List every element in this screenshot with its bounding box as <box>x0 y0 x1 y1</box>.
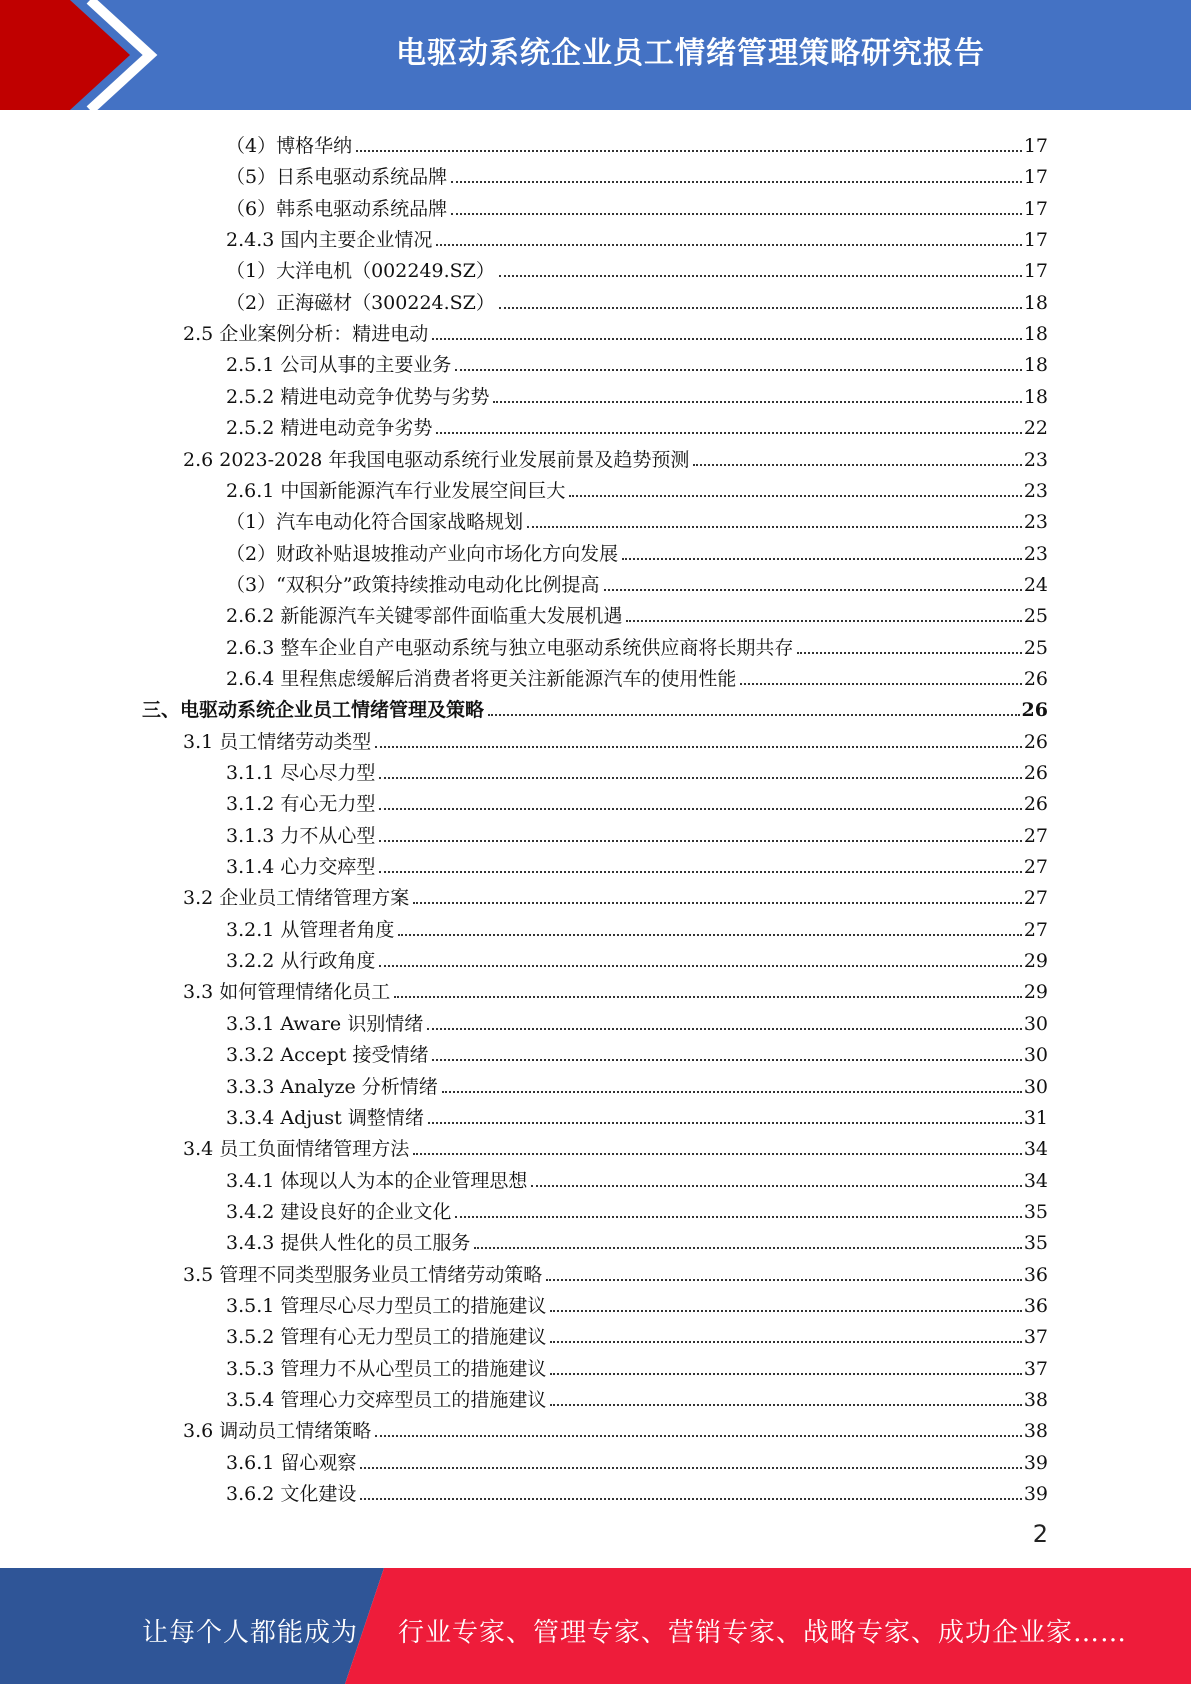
toc-entry-page: 29 <box>1023 950 1048 973</box>
toc-entry-page: 23 <box>1023 479 1048 502</box>
toc-entry-page: 18 <box>1023 323 1048 346</box>
toc-dot-leader <box>499 307 1022 309</box>
toc-entry-label: （6）韩系电驱动系统品牌 <box>226 197 448 220</box>
toc-entry[interactable] <box>226 566 1048 597</box>
toc-entry-page: 18 <box>1023 291 1048 314</box>
toc-entry-page: 30 <box>1023 1075 1048 1098</box>
toc-entry-label: 3.3.1 Aware 识别情绪 <box>226 1012 424 1035</box>
toc-entry-label: 2.6.2 新能源汽车关键零部件面临重大发展机遇 <box>226 605 623 628</box>
toc-entry[interactable] <box>226 378 1048 409</box>
toc-entry[interactable] <box>226 409 1048 440</box>
toc-dot-leader <box>622 558 1022 560</box>
toc-dot-leader <box>604 589 1022 591</box>
toc-dot-leader <box>360 1467 1021 1469</box>
toc-entry-page: 35 <box>1023 1232 1048 1255</box>
toc-entry-label: 2.6.1 中国新能源汽车行业发展空间巨大 <box>226 479 566 502</box>
toc-entry[interactable] <box>226 1475 1048 1506</box>
toc-entry-label: 3.3.2 Accept 接受情绪 <box>226 1044 429 1067</box>
toc-entry-label: 3.4.2 建设良好的企业文化 <box>226 1200 452 1223</box>
toc-dot-leader <box>693 464 1021 466</box>
toc-entry-label: 3.3 如何管理情绪化员工 <box>183 981 391 1004</box>
toc-entry[interactable] <box>226 158 1048 189</box>
toc-entry-label: 3.1 员工情绪劳动类型 <box>183 730 372 753</box>
toc-entry-label: 3.5.4 管理心力交瘁型员工的措施建议 <box>226 1389 547 1411</box>
toc-entry[interactable] <box>226 535 1048 566</box>
toc-entry-page: 27 <box>1023 887 1048 910</box>
toc-entry-label: 3.5.1 管理尽心尽力型员工的措施建议 <box>226 1294 547 1317</box>
toc-entry-page: 38 <box>1023 1389 1048 1411</box>
toc-dot-leader <box>550 1341 1021 1343</box>
toc-entry[interactable] <box>183 1256 1048 1287</box>
toc-entry[interactable] <box>226 1350 1048 1381</box>
toc-entry[interactable] <box>226 660 1048 691</box>
toc-entry-label: 3.4.1 体现以人为本的企业管理思想 <box>226 1169 528 1192</box>
toc-entry-page: 39 <box>1023 1483 1048 1506</box>
toc-entry-page: 17 <box>1023 229 1048 252</box>
toc-entry-page: 18 <box>1023 354 1048 377</box>
toc-entry[interactable] <box>183 1130 1048 1161</box>
toc-dot-leader <box>379 871 1021 873</box>
toc-entry-label: 3.4 员工负面情绪管理方法 <box>183 1138 410 1161</box>
toc-entry-page: 39 <box>1023 1451 1048 1474</box>
toc-entry-page: 17 <box>1023 260 1048 283</box>
toc-dot-leader <box>436 244 1021 246</box>
toc-dot-leader <box>379 840 1021 842</box>
toc-entry[interactable] <box>226 1287 1048 1318</box>
toc-entry[interactable] <box>226 597 1048 628</box>
toc-entry-page: 26 <box>1021 699 1048 722</box>
toc-entry[interactable] <box>226 1005 1048 1036</box>
toc-entry-page: 17 <box>1023 135 1048 157</box>
toc-entry-label: （2）财政补贴退坡推动产业向市场化方向发展 <box>226 542 619 565</box>
toc-dot-leader <box>474 1247 1021 1249</box>
toc-entry-label: 2.5.2 精进电动竞争劣势 <box>226 417 433 440</box>
toc-dot-leader <box>546 1279 1022 1281</box>
toc-entry-label: 3.6.2 文化建设 <box>226 1483 357 1506</box>
toc-dot-leader <box>432 338 1022 340</box>
toc-entry[interactable] <box>226 127 1048 158</box>
toc-dot-leader <box>360 1498 1021 1500</box>
toc-dot-leader <box>379 808 1021 810</box>
toc-entry-label: 3.6.1 留心观察 <box>226 1451 357 1474</box>
toc-entry-page: 25 <box>1023 605 1048 628</box>
toc-dot-leader <box>436 432 1021 434</box>
page-header <box>0 0 1191 110</box>
toc-entry-page: 17 <box>1023 166 1048 189</box>
toc-entry-page: 25 <box>1023 636 1048 659</box>
toc-dot-leader <box>394 996 1022 998</box>
toc-entry-page: 36 <box>1023 1263 1048 1286</box>
toc-entry-label: 2.6.3 整车企业自产电驱动系统与独立电驱动系统供应商将长期共存 <box>226 636 794 659</box>
toc-entry[interactable] <box>226 503 1048 534</box>
toc-dot-leader <box>375 1435 1022 1437</box>
toc-entry[interactable] <box>226 848 1048 879</box>
toc-entry-label: 3.2.1 从管理者角度 <box>226 918 395 941</box>
toc-entry[interactable] <box>226 629 1048 660</box>
toc-entry-page: 23 <box>1023 448 1048 471</box>
toc-dot-leader <box>413 902 1022 904</box>
toc-dot-leader <box>531 1185 1021 1187</box>
toc-entry-label: 3.4.3 提供人性化的员工服务 <box>226 1232 471 1255</box>
toc-entry[interactable] <box>226 1318 1048 1349</box>
toc-dot-leader <box>493 401 1021 403</box>
toc-entry[interactable] <box>226 817 1048 848</box>
toc-dot-leader <box>455 369 1021 371</box>
toc-entry[interactable] <box>183 973 1048 1004</box>
toc-entry-page: 36 <box>1023 1294 1048 1317</box>
toc-entry[interactable] <box>183 879 1048 910</box>
toc-entry[interactable] <box>226 190 1048 221</box>
toc-entry-label: 2.5.2 精进电动竞争优势与劣势 <box>226 385 490 408</box>
toc-entry-label: 3.3.3 Analyze 分析情绪 <box>226 1075 438 1098</box>
toc-entry[interactable] <box>226 346 1048 377</box>
toc-entry-label: 3.1.2 有心无力型 <box>226 793 376 816</box>
toc-entry-label: 2.6 2023-2028 年我国电驱动系统行业发展前景及趋势预测 <box>183 448 690 471</box>
toc-entry-label: 3.6 调动员工情绪策略 <box>183 1420 372 1443</box>
toc-entry-label: 3.3.4 Adjust 调整情绪 <box>226 1106 424 1129</box>
toc-entry-label: （2）正海磁材（300224.SZ） <box>226 291 495 314</box>
toc-dot-leader <box>550 1310 1021 1312</box>
toc-entry-label: 3.2.2 从行政角度 <box>226 950 376 973</box>
toc-dot-leader <box>442 1091 1022 1093</box>
toc-entry-label: 3.1.4 心力交瘁型 <box>226 856 376 879</box>
toc-entry[interactable] <box>183 315 1048 346</box>
toc-entry-page: 26 <box>1023 730 1048 753</box>
toc-entry-page: 31 <box>1023 1106 1048 1129</box>
toc-dot-leader <box>379 965 1021 967</box>
toc-entry-page: 29 <box>1023 981 1048 1004</box>
toc-entry-label: 3.1.3 力不从心型 <box>226 824 376 847</box>
toc-entry-label: （3）“双积分”政策持续推动电动化比例提高 <box>226 573 600 596</box>
toc-dot-leader <box>432 1059 1021 1061</box>
page-footer <box>0 1568 1191 1684</box>
toc-entry-page: 30 <box>1023 1012 1048 1035</box>
toc-entry[interactable] <box>226 221 1048 252</box>
toc-entry[interactable] <box>226 1444 1048 1475</box>
toc-entry-page: 17 <box>1023 197 1048 220</box>
toc-entry[interactable] <box>226 1036 1048 1067</box>
toc-entry-page: 30 <box>1023 1044 1048 1067</box>
toc-entry[interactable] <box>226 1381 1048 1412</box>
toc-dot-leader <box>550 1373 1021 1375</box>
toc-dot-leader <box>797 652 1021 654</box>
toc-entry[interactable] <box>226 252 1048 283</box>
toc-entry[interactable] <box>183 441 1048 472</box>
toc-dot-leader <box>626 620 1021 622</box>
toc-dot-leader <box>455 1216 1021 1218</box>
toc-entry[interactable] <box>226 284 1048 315</box>
toc-entry-label: 3.5 管理不同类型服务业员工情绪劳动策略 <box>183 1263 543 1286</box>
toc-entry[interactable] <box>226 911 1048 942</box>
toc-entry-label: 3.2 企业员工情绪管理方案 <box>183 887 410 910</box>
toc-dot-leader <box>427 1028 1022 1030</box>
toc-entry-page: 34 <box>1023 1138 1048 1161</box>
toc-entry-label: 3.5.2 管理有心无力型员工的措施建议 <box>226 1326 547 1349</box>
toc-dot-leader <box>740 683 1021 685</box>
toc-dot-leader <box>451 213 1022 215</box>
toc-entry-page: 26 <box>1023 762 1048 784</box>
toc-dot-leader <box>451 181 1022 183</box>
toc-entry-page: 23 <box>1023 511 1048 534</box>
toc-entry[interactable] <box>226 1162 1048 1193</box>
toc-entry-page: 34 <box>1023 1169 1048 1192</box>
toc-entry-label: （1）大洋电机（002249.SZ） <box>226 260 495 283</box>
toc-dot-leader <box>499 275 1022 277</box>
toc-entry-label: 2.4.3 国内主要企业情况 <box>226 229 433 252</box>
toc-entry-page: 26 <box>1023 793 1048 816</box>
toc-entry-label: 3.1.1 尽心尽力型 <box>226 762 376 784</box>
toc-dot-leader <box>488 714 1020 716</box>
footer-slogan-left: 让每个人都能成为 <box>142 1618 359 1648</box>
toc-dot-leader <box>569 495 1021 497</box>
toc-dot-leader <box>375 746 1022 748</box>
toc-entry-label: 3.5.3 管理力不从心型员工的措施建议 <box>226 1357 547 1380</box>
toc-entry[interactable] <box>226 1224 1048 1255</box>
toc-entry[interactable] <box>226 1099 1048 1130</box>
toc-entry-page: 37 <box>1023 1326 1048 1349</box>
toc-dot-leader <box>398 934 1021 936</box>
toc-entry-page: 27 <box>1023 918 1048 941</box>
toc-entry-label: 三、电驱动系统企业员工情绪管理及策略 <box>142 699 485 722</box>
toc-entry[interactable] <box>183 723 1048 754</box>
toc-dot-leader <box>428 1122 1022 1124</box>
toc-entry-page: 23 <box>1023 542 1048 565</box>
toc-entry-page: 27 <box>1023 824 1048 847</box>
toc-entry-label: （5）日系电驱动系统品牌 <box>226 166 448 189</box>
toc-entry-label: （1）汽车电动化符合国家战略规划 <box>226 511 524 534</box>
toc-entry[interactable] <box>226 754 1048 785</box>
toc-dot-leader <box>379 777 1021 779</box>
toc-entry-page: 38 <box>1023 1420 1048 1443</box>
toc-entry-label: 2.5.1 公司从事的主要业务 <box>226 354 452 377</box>
toc-entry-label: （4）博格华纳 <box>226 135 353 157</box>
toc-entry[interactable] <box>226 472 1048 503</box>
toc-entry[interactable] <box>226 785 1048 816</box>
toc-entry[interactable] <box>142 691 1048 722</box>
toc-dot-leader <box>413 1153 1022 1155</box>
toc-entry-page: 26 <box>1023 667 1048 690</box>
toc-entry[interactable] <box>226 1193 1048 1224</box>
toc-entry-label: 2.6.4 里程焦虑缓解后消费者将更关注新能源汽车的使用性能 <box>226 667 737 690</box>
toc-entry-label: 2.5 企业案例分析：精进电动 <box>183 323 429 346</box>
footer-slogan-right: 行业专家、管理专家、营销专家、战略专家、成功企业家…… <box>398 1618 1128 1648</box>
toc-dot-leader <box>527 526 1022 528</box>
toc-entry-page: 24 <box>1023 573 1048 596</box>
toc-entry-page: 22 <box>1023 417 1048 440</box>
toc-dot-leader <box>356 150 1022 152</box>
page-number: 2 <box>1032 1520 1048 1548</box>
toc-entry[interactable] <box>183 1412 1048 1443</box>
toc-entry-page: 35 <box>1023 1200 1048 1223</box>
header-title: 电驱动系统企业员工情绪管理策略研究报告 <box>396 36 985 71</box>
toc-entry[interactable] <box>226 942 1048 973</box>
toc-entry-page: 27 <box>1023 856 1048 879</box>
toc-entry[interactable] <box>226 1068 1048 1099</box>
toc-dot-leader <box>550 1404 1021 1406</box>
toc-entry-page: 18 <box>1023 385 1048 408</box>
toc-entry-page: 37 <box>1023 1357 1048 1380</box>
